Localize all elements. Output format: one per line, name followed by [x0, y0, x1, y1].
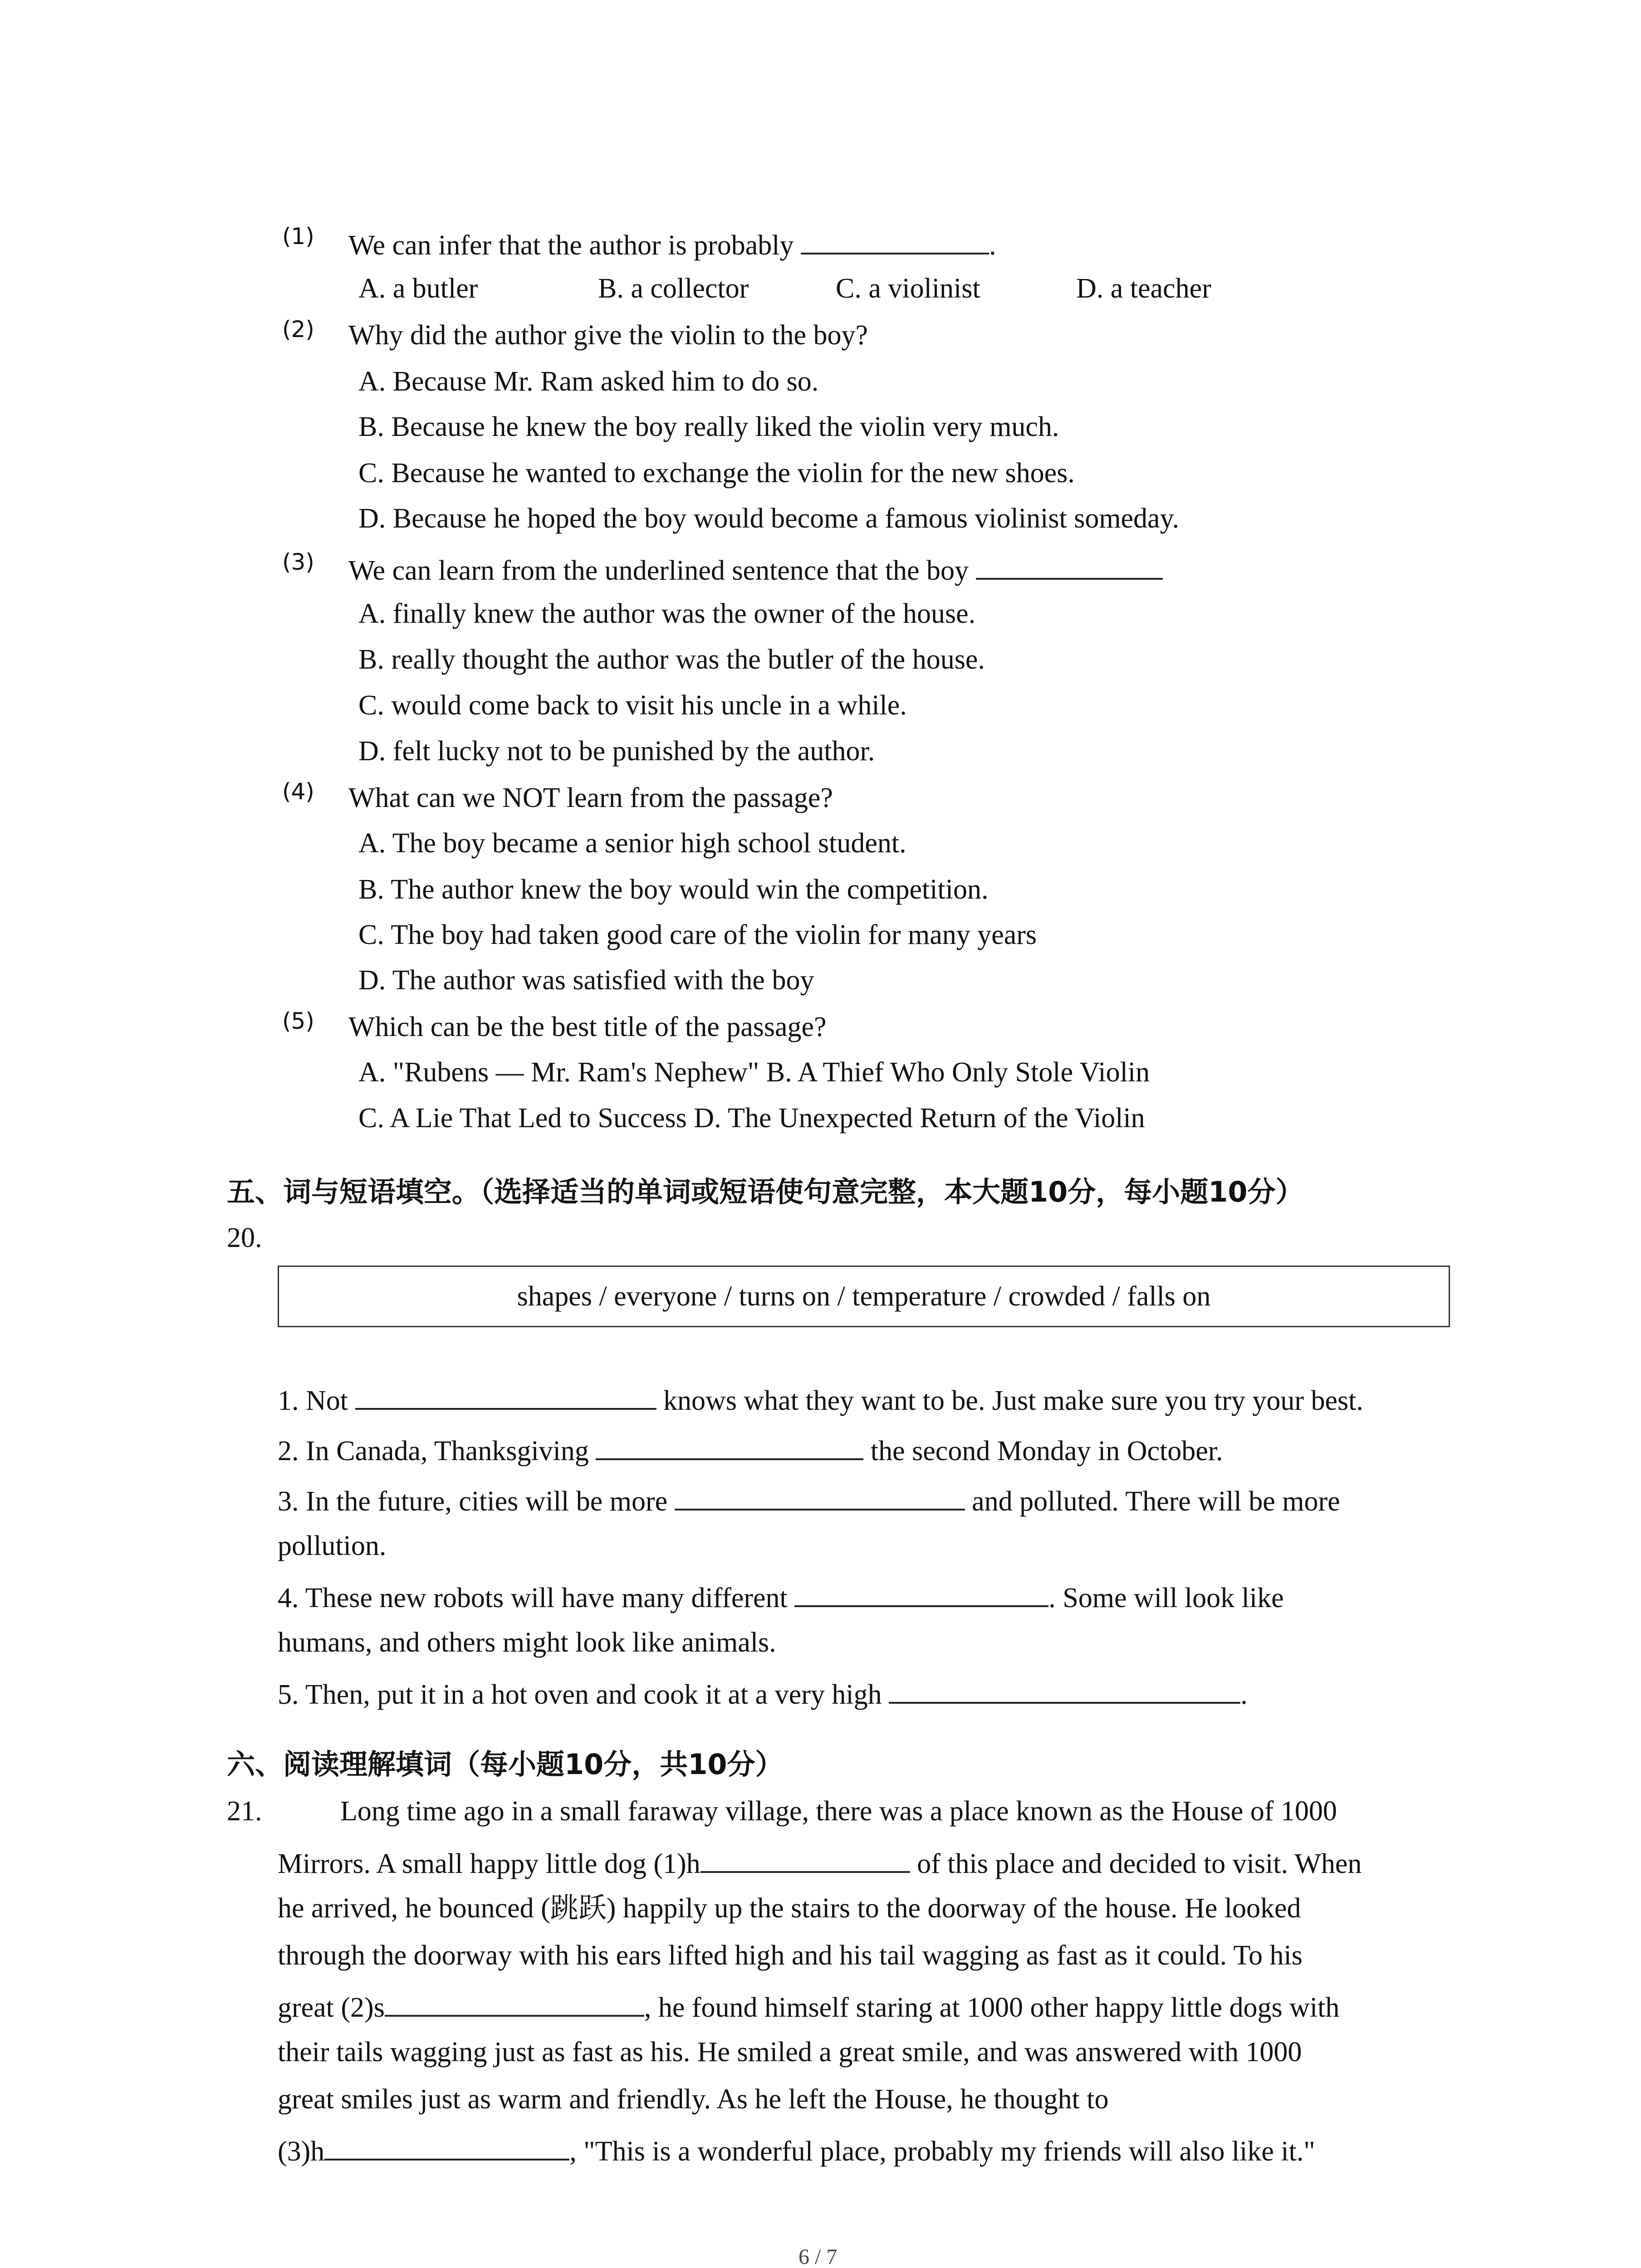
q3-option-d: D. felt lucky not to be punished by the author. [358, 736, 875, 767]
passage-line-5-end: , he found himself staring at 1000 other happy little dogs with [644, 1992, 1340, 2023]
q1-end: . [989, 230, 996, 261]
fill-blank-3[interactable] [675, 1485, 965, 1510]
fill-sentence-5 [278, 1678, 1248, 1709]
q1-number: (1) [282, 223, 314, 249]
q21-number: 21. [227, 1796, 262, 1827]
passage-blank-1[interactable] [700, 1848, 910, 1873]
q1-option-c: C. a violinist [836, 273, 980, 304]
passage-line-8 [278, 2135, 1315, 2165]
q3-stem [348, 554, 1163, 585]
q3-option-b: B. really thought the author was the butler of the house. [358, 644, 985, 675]
fill-sentence-4-cont: humans, and others might look like animals. [278, 1627, 776, 1658]
fill-sentence-4 [278, 1582, 1284, 1612]
q5-options-line-2: C. A Lie That Led to Success D. The Unexpected Return of the Violin [358, 1103, 1145, 1134]
q2-option-a: A. Because Mr. Ram asked him to do so. [358, 366, 819, 397]
q1-stem [348, 229, 996, 259]
passage-line-7: great smiles just as warm and friendly. As he left the House, he thought to [278, 2084, 1109, 2115]
word-bank-box [278, 1266, 1450, 1327]
passage-line-8-start: (3)h [278, 2136, 325, 2167]
passage-line-3: he arrived, he bounced (跳跃) happily up the stairs to the doorway of the house. He looked [278, 1893, 1301, 1924]
q4-number: (4) [282, 778, 314, 805]
q3-option-a: A. finally knew the author was the owner of the house. [358, 598, 976, 629]
passage-line-5 [278, 1991, 1339, 2022]
fill-sentence-3 [278, 1485, 1340, 1515]
q4-option-c: C. The boy had taken good care of the violin for many years [358, 919, 1037, 950]
q4-stem: What can we NOT learn from the passage? [348, 782, 833, 813]
fill-sentence-1-end: knows what they want to be. Just make sure you try your best. [663, 1385, 1363, 1416]
q2-option-c: C. Because he wanted to exchange the violin for the new shoes. [358, 458, 1075, 489]
fill-sentence-3-end: and polluted. There will be more [972, 1486, 1340, 1517]
q20-number: 20. [227, 1222, 262, 1253]
fill-sentence-1-start: 1. Not [278, 1385, 348, 1416]
fill-sentence-4-start: 4. These new robots will have many different [278, 1583, 788, 1613]
fill-blank-4[interactable] [794, 1582, 1048, 1607]
passage-blank-2[interactable] [385, 1991, 644, 2017]
q3-option-c: C. would come back to visit his uncle in a while. [358, 690, 907, 721]
passage-line-2-start: Mirrors. A small happy little dog (1)h [278, 1848, 700, 1879]
passage-line-6: their tails wagging just as fast as his. He smiled a great smile, and was answered with 1000 [278, 2037, 1302, 2068]
passage-line-8-end: , "This is a wonderful place, probably my friends will also like it." [569, 2136, 1315, 2167]
q3-number: (3) [282, 549, 314, 575]
fill-sentence-4-end: . Some will look like [1048, 1583, 1284, 1613]
passage-line-1: Long time ago in a small faraway village, there was a place known as the House of 1000 [340, 1796, 1337, 1827]
q3-stem-text: We can learn from the underlined sentence that the boy [348, 555, 969, 586]
q5-number: (5) [282, 1008, 314, 1034]
fill-blank-5[interactable] [889, 1678, 1240, 1704]
q4-option-b: B. The author knew the boy would win the competition. [358, 874, 989, 905]
passage-line-2-end: of this place and decided to visit. When [917, 1848, 1362, 1879]
q1-option-a: A. a butler [358, 273, 478, 304]
fill-sentence-5-end: . [1240, 1679, 1248, 1710]
q2-option-d: D. Because he hoped the boy would become a famous violinist someday. [358, 503, 1180, 534]
fill-blank-2[interactable] [596, 1435, 863, 1460]
q1-option-d: D. a teacher [1076, 273, 1211, 304]
q4-option-d: D. The author was satisfied with the boy [358, 965, 814, 996]
q2-option-b: B. Because he knew the boy really liked the violin very much. [358, 411, 1059, 442]
q3-blank[interactable] [976, 554, 1163, 580]
fill-sentence-2 [278, 1435, 1223, 1465]
passage-line-5-start: great (2)s [278, 1992, 385, 2023]
section5-heading: 五、词与短语填空。（选择适当的单词或短语使句意完整，本大题10分，每小题10分） [227, 1175, 1304, 1208]
passage-blank-3[interactable] [324, 2135, 569, 2160]
passage-line-2 [278, 1848, 1362, 1878]
q2-stem: Why did the author give the violin to the boy? [348, 320, 868, 351]
q1-option-b: B. a collector [598, 273, 749, 304]
fill-sentence-3-cont: pollution. [278, 1530, 387, 1561]
fill-sentence-2-end: the second Monday in October. [870, 1436, 1223, 1466]
word-bank-text: shapes / everyone / turns on / temperature / crowded / falls on [517, 1281, 1211, 1312]
fill-blank-1[interactable] [355, 1384, 656, 1410]
fill-sentence-3-start: 3. In the future, cities will be more [278, 1486, 668, 1517]
q5-options-line-1: A. "Rubens — Mr. Ram's Nephew" B. A Thief Who Only Stole Violin [358, 1057, 1150, 1088]
q1-blank[interactable] [801, 229, 989, 254]
passage-line-4: through the doorway with his ears lifted high and his tail wagging as fast as it could. To his [278, 1940, 1303, 1971]
fill-sentence-1 [278, 1384, 1363, 1415]
page-number: 6 / 7 [798, 2245, 838, 2268]
section6-heading: 六、阅读理解填词（每小题10分，共10分） [227, 1748, 784, 1781]
q1-stem-text: We can infer that the author is probably [348, 230, 794, 261]
q4-option-a: A. The boy became a senior high school student. [358, 828, 906, 859]
fill-sentence-2-start: 2. In Canada, Thanksgiving [278, 1436, 589, 1466]
q5-stem: Which can be the best title of the passage? [348, 1012, 827, 1042]
q2-number: (2) [282, 316, 314, 342]
fill-sentence-5-start: 5. Then, put it in a hot oven and cook it at a very high [278, 1679, 882, 1710]
